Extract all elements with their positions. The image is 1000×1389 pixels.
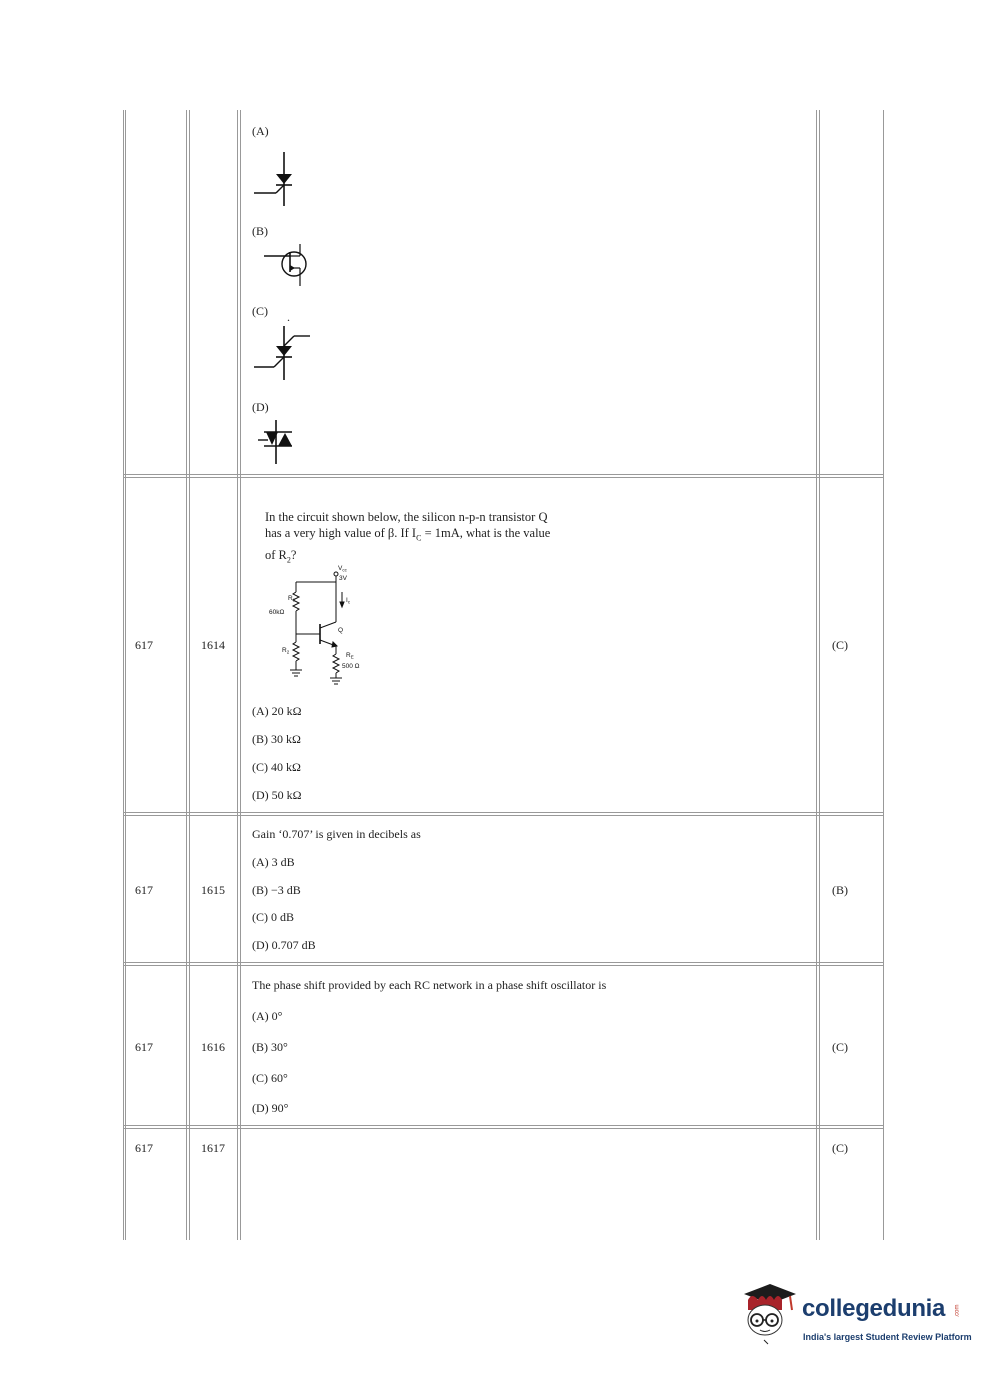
vcc-label: $V_{cc}$ bbox=[338, 565, 347, 573]
question-text bbox=[265, 509, 595, 568]
bjt-bias-circuit-diagram bbox=[262, 562, 382, 692]
question-number: 1617 bbox=[201, 1141, 225, 1155]
question-text: Gain ‘0.707’ is given in decibels as bbox=[252, 827, 421, 841]
table-divider bbox=[819, 110, 820, 1240]
row-separator bbox=[123, 477, 884, 478]
question-number: 1615 bbox=[201, 883, 225, 897]
row-separator bbox=[123, 474, 884, 475]
ic-label: $I_c$ bbox=[346, 597, 351, 605]
paper-code: 617 bbox=[135, 1141, 153, 1155]
table-border-left bbox=[123, 110, 124, 1240]
answer-key: (C) bbox=[832, 1141, 848, 1155]
option-c: (C) 60° bbox=[252, 1071, 288, 1085]
question-text: The phase shift provided by each RC network in a phase shift oscillator is bbox=[252, 978, 607, 992]
table-divider bbox=[237, 110, 238, 1240]
q-label: Q bbox=[338, 627, 344, 634]
option-a: (A) 0° bbox=[252, 1009, 283, 1023]
option-d: (D) 0.707 dB bbox=[252, 938, 316, 952]
option-d-label: (D) bbox=[252, 400, 269, 414]
question-line: of $R_2$? bbox=[265, 547, 297, 564]
stray-dot: . bbox=[287, 310, 290, 324]
re-value: 500 Ω bbox=[342, 663, 360, 670]
r1-value: 60kΩ bbox=[269, 609, 285, 616]
row-separator bbox=[123, 1125, 884, 1126]
answer-key: (C) bbox=[832, 1040, 848, 1054]
option-a-label: (A) bbox=[252, 124, 269, 138]
option-c-label: (C) bbox=[252, 304, 268, 318]
paper-code: 617 bbox=[135, 1040, 153, 1054]
paper-code: 617 bbox=[135, 883, 153, 897]
table-border-right bbox=[883, 110, 884, 1240]
answer-key: (B) bbox=[832, 883, 848, 897]
option-c: (C) 40 kΩ bbox=[252, 760, 301, 774]
row-separator bbox=[123, 815, 884, 816]
row-separator bbox=[123, 1128, 884, 1129]
r2-label: $R_2$ bbox=[282, 647, 290, 655]
option-a: (A) 3 dB bbox=[252, 855, 295, 869]
r1-label: $R_1$ bbox=[288, 595, 296, 603]
paper-code: 617 bbox=[135, 638, 153, 652]
option-b: (B) 30° bbox=[252, 1040, 288, 1054]
question-line: has a very high value of β. If $I_C = 1mA$, what is the value bbox=[265, 526, 551, 543]
mascot-icon bbox=[738, 1280, 800, 1350]
re-label: $R_E$ bbox=[346, 652, 354, 660]
row-separator bbox=[123, 965, 884, 966]
answer-key: (C) bbox=[832, 638, 848, 652]
logo-com-suffix: .com bbox=[954, 1304, 961, 1318]
option-c: (C) 0 dB bbox=[252, 910, 294, 924]
question-number: 1616 bbox=[201, 1040, 225, 1054]
vcc-value: 3V bbox=[339, 575, 347, 582]
table-divider bbox=[186, 110, 187, 1240]
option-b-label: (B) bbox=[252, 224, 268, 238]
triac-symbol-icon bbox=[256, 418, 306, 466]
question-number: 1614 bbox=[201, 638, 225, 652]
option-b: (B) 30 kΩ bbox=[252, 732, 301, 746]
option-b: (B) −3 dB bbox=[252, 883, 301, 897]
table-divider bbox=[816, 110, 817, 1240]
gto-symbol-icon bbox=[252, 322, 312, 384]
row-separator bbox=[123, 962, 884, 963]
table-divider bbox=[125, 110, 126, 1240]
row-separator bbox=[123, 812, 884, 813]
question-line: In the circuit shown below, the silicon n-p-n transistor Q bbox=[265, 510, 548, 524]
table-divider bbox=[189, 110, 190, 1240]
option-d: (D) 50 kΩ bbox=[252, 788, 302, 802]
option-a: (A) 20 kΩ bbox=[252, 704, 302, 718]
logo-wordmark: collegedunia bbox=[802, 1295, 946, 1322]
logo-tagline: India's largest Student Review Platform bbox=[803, 1332, 972, 1342]
transistor-circle-symbol-icon bbox=[262, 242, 312, 292]
table-divider bbox=[240, 110, 241, 1240]
scr-symbol-icon bbox=[252, 150, 302, 210]
option-d: (D) 90° bbox=[252, 1101, 289, 1115]
